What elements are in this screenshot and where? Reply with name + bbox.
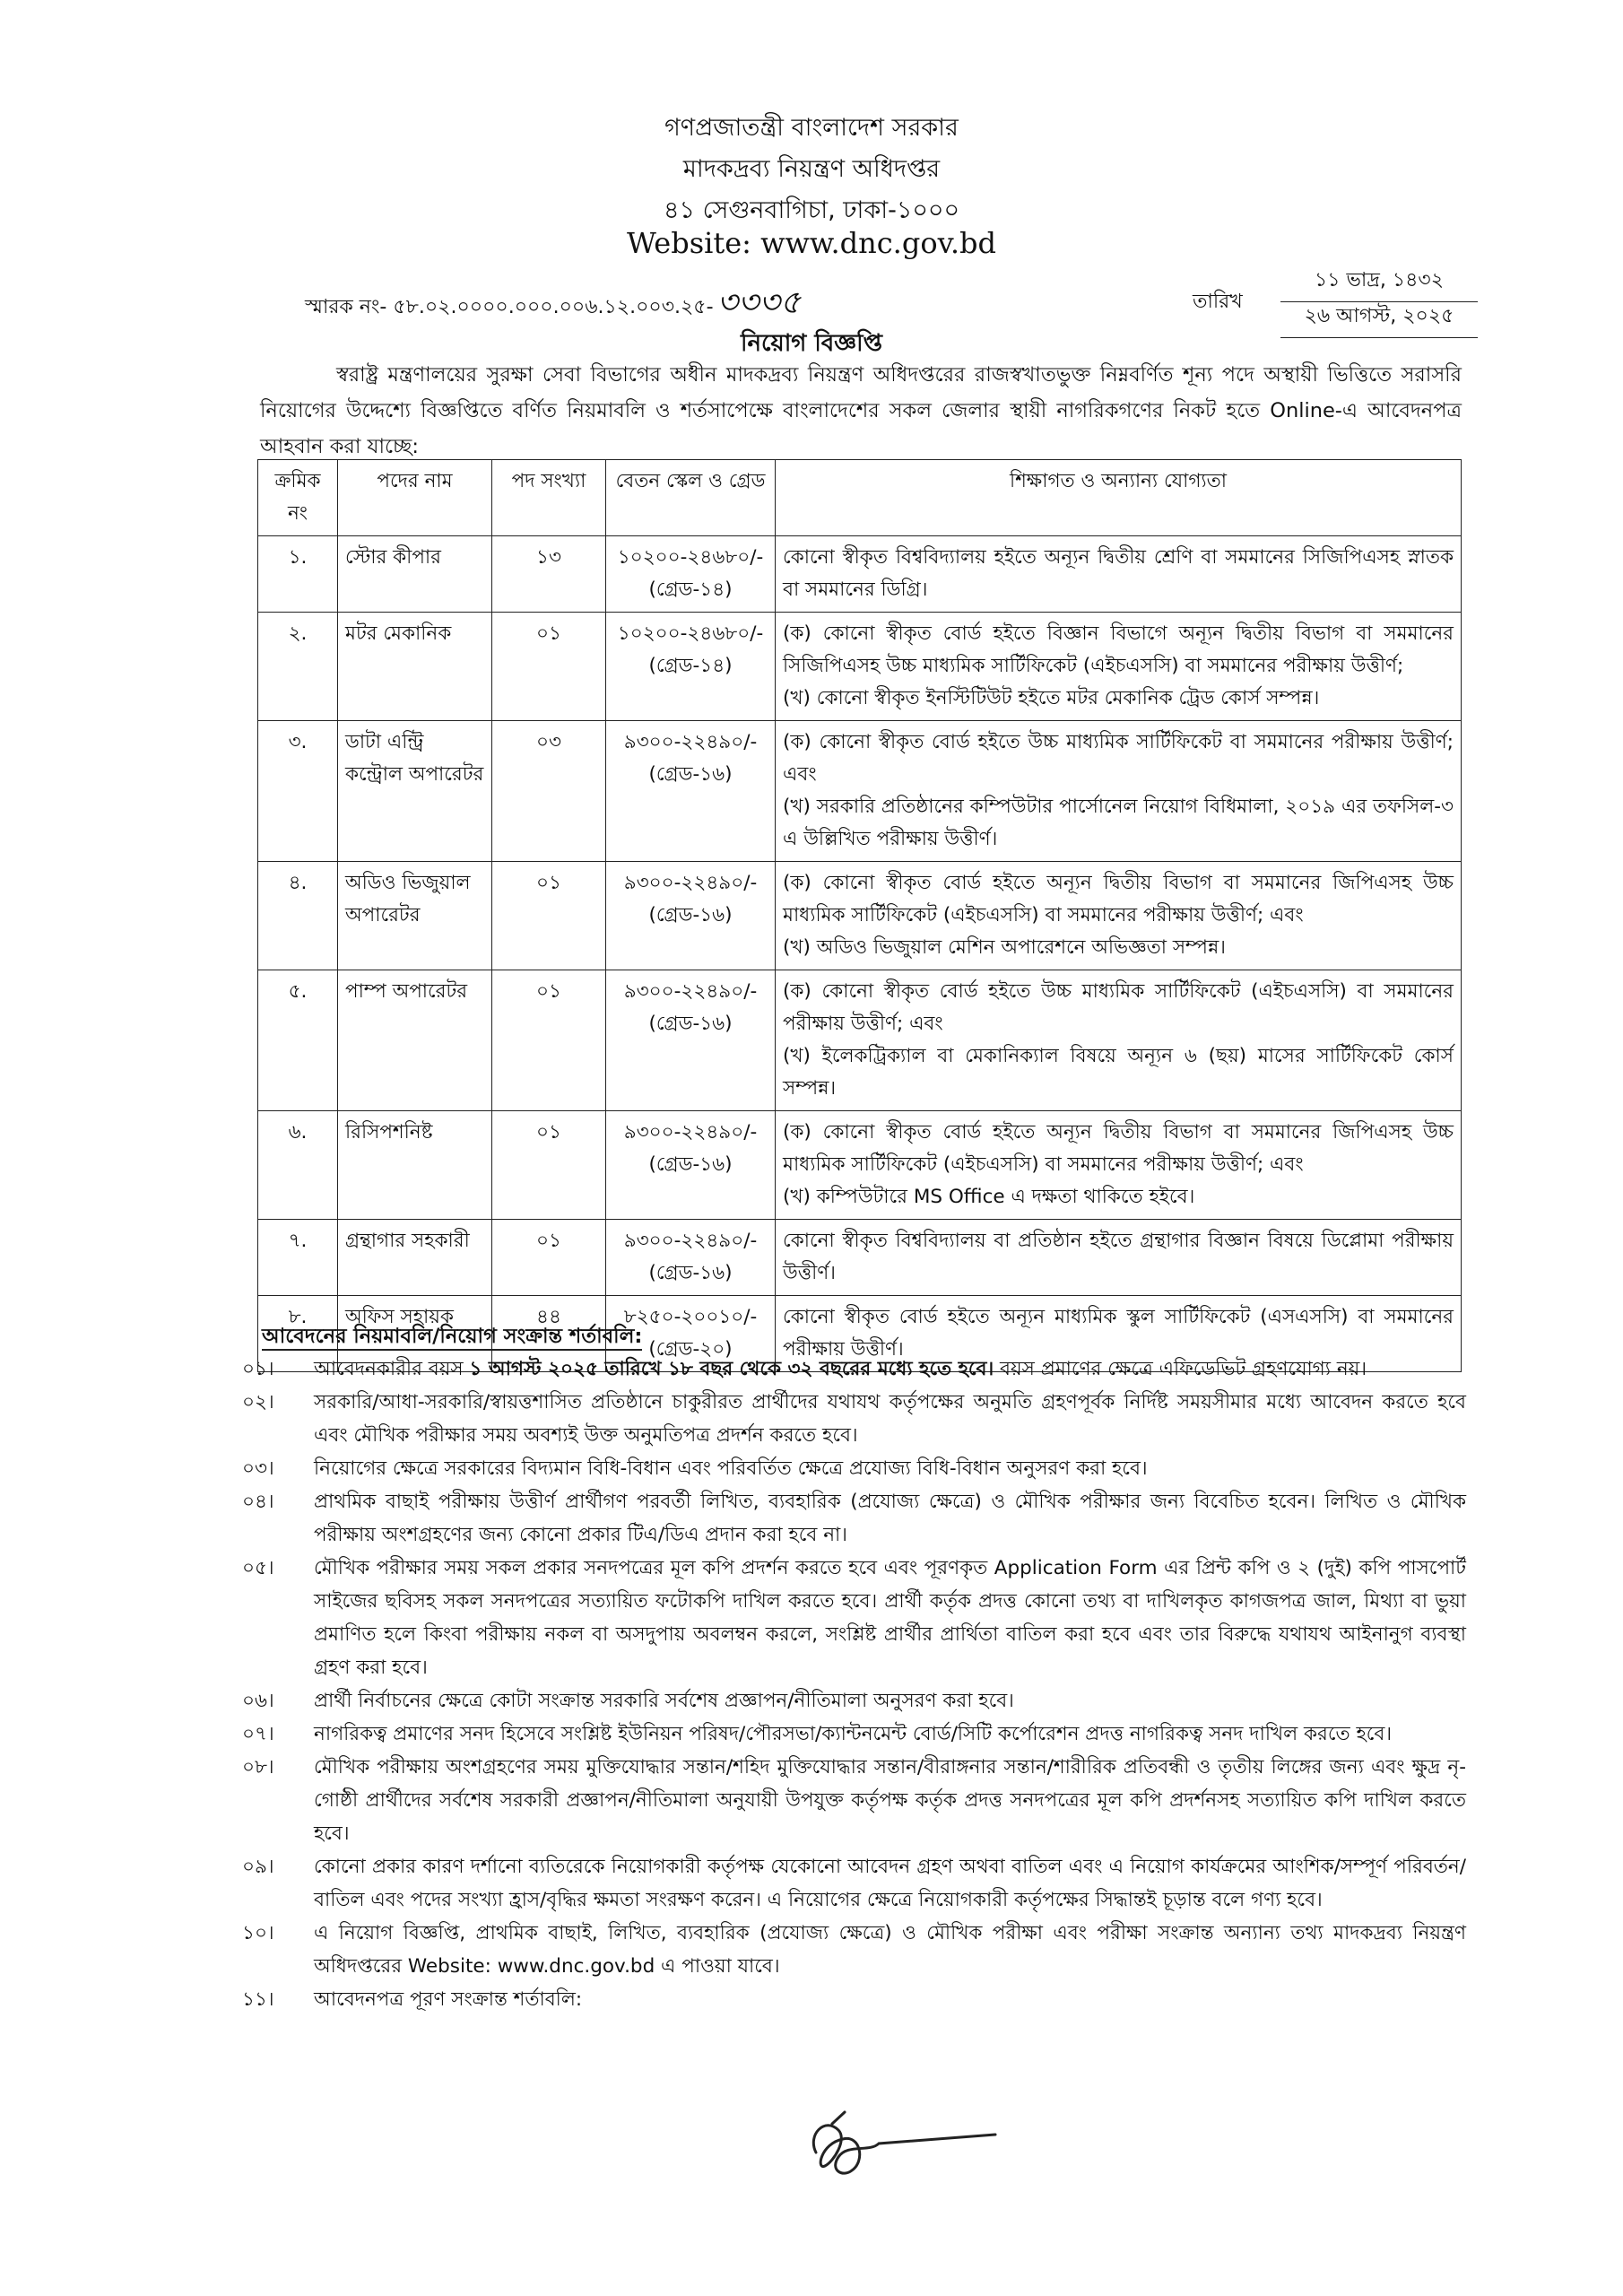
cell-serial: ৮.: [258, 1296, 338, 1372]
table-row: [258, 613, 1462, 721]
cell-post-name: গ্রন্থাগার সহকারী: [338, 1220, 492, 1296]
website: Website: www.dnc.gov.bd: [626, 226, 996, 260]
rule-text: [314, 1917, 1466, 1983]
pay-scale-value: ৮২৫০-২০০১০/-: [623, 1306, 758, 1328]
date-bengali: ১১ ভাদ্র, ১৪৩২: [1280, 265, 1478, 302]
cell-serial: ১.: [258, 536, 338, 613]
rule-text: [314, 1983, 1466, 2016]
pay-scale-value: ৯৩০০-২২৪৯০/-: [623, 1230, 758, 1252]
grade-value: (গ্রেড-১৪): [648, 578, 733, 601]
rule-number: ০৫।: [242, 1557, 274, 1579]
cell-post-name: অফিস সহায়ক: [338, 1296, 492, 1372]
rule-text: [314, 1751, 1466, 1850]
pay-scale-value: ৯৩০০-২২৪৯০/-: [623, 1121, 758, 1144]
header-post-name: পদের নাম: [338, 460, 492, 536]
rule-item: [242, 1718, 1466, 1751]
cell-post-name: স্টোর কীপার: [338, 536, 492, 613]
grade-value: (গ্রেড-১৬): [648, 904, 733, 926]
rule-item: [242, 1352, 1466, 1386]
cell-pay-scale: [606, 613, 776, 721]
qualification-line: (খ) সরকারি প্রতিষ্ঠানের কম্পিউটার পার্সোনেল নিয়োগ বিধিমালা, ২০১৯ এর তফসিল-৩ এ উল্লিখিত পরীক্ষায় উত্তীর্ণ।: [783, 796, 1454, 850]
rule-item: [242, 1850, 1466, 1917]
pay-scale-value: ৯৩০০-২২৪৯০/-: [623, 872, 758, 894]
date-label: তারিখ: [1193, 291, 1243, 313]
pay-scale-value: ৯৩০০-২২৪৯০/-: [623, 980, 758, 1003]
qualification-line: (খ) কম্পিউটারে MS Office এ দক্ষতা থাকিতে হইবে।: [783, 1186, 1195, 1208]
table-row: [258, 862, 1462, 970]
table-header-row: [258, 460, 1462, 536]
signature: [789, 2099, 1004, 2197]
cell-qualification: [776, 970, 1462, 1111]
rule-text-main: প্রাথমিক বাছাই পরীক্ষায় উত্তীর্ণ প্রার্থীগণ পরবর্তী লিখিত, ব্যবহারিক (প্রযোজ্য ক্ষেত্রে) ও মৌখিক পরীক্ষার জন্য বিবেচিত হবেন। লিখিত ও মৌখিক পরীক্ষায় অংশগ্রহণের জন্য কোনো প্রকার টিএ/ডিএ প্রদান করা হবে না।: [314, 1491, 1466, 1546]
cell-pay-scale: [606, 970, 776, 1111]
cell-qualification: [776, 862, 1462, 970]
rule-text: [314, 1485, 1466, 1552]
rule-item: [242, 1552, 1466, 1684]
cell-serial: ৭.: [258, 1220, 338, 1296]
rule-item: [242, 1917, 1466, 1983]
cell-post-count: ৪৪: [492, 1296, 606, 1372]
cell-qualification: [776, 536, 1462, 613]
rule-text-main: আবেদনপত্র পূরণ সংক্রান্ত শর্তাবলি:: [314, 1988, 583, 2011]
header-qualification: শিক্ষাগত ও অন্যান্য যোগ্যতা: [776, 460, 1462, 536]
table-row: [258, 536, 1462, 613]
rule-item: [242, 1452, 1466, 1485]
header-pay-scale: বেতন স্কেল ও গ্রেড: [606, 460, 776, 536]
rule-text: [314, 1352, 1466, 1386]
grade-value: (গ্রেড-১৬): [648, 763, 733, 786]
notice-title: নিয়োগ বিজ্ঞপ্তি: [741, 330, 882, 357]
cell-post-count: ১৩: [492, 536, 606, 613]
cell-post-count: ০১: [492, 613, 606, 721]
rule-text-main: প্রার্থী নির্বাচনের ক্ষেত্রে কোটা সংক্রান্ত সরকারি সর্বশেষ প্রজ্ঞাপন/নীতিমালা অনুসরণ করা হবে।: [314, 1690, 1014, 1712]
cell-post-count: ০১: [492, 862, 606, 970]
govt-name: গণপ্রজাতন্ত্রী বাংলাদেশ সরকার: [664, 114, 959, 142]
rule-item: [242, 1386, 1466, 1452]
address: ৪১ সেগুনবাগিচা, ঢাকা-১০০০: [663, 196, 960, 224]
date-block: [1193, 265, 1488, 332]
rule-item: [242, 1485, 1466, 1552]
date-gregorian: ২৬ আগস্ট, ২০২৫: [1280, 300, 1478, 338]
cell-post-name: পাম্প অপারেটর: [338, 970, 492, 1111]
rule-number: ০৮।: [242, 1756, 274, 1779]
table-row: [258, 721, 1462, 862]
table-row: [258, 970, 1462, 1111]
cell-serial: ২.: [258, 613, 338, 721]
cell-serial: ৫.: [258, 970, 338, 1111]
pay-scale-value: ১০২০০-২৪৬৮০/-: [617, 546, 764, 569]
qualification-line: (ক) কোনো স্বীকৃত বোর্ড হইতে অন্যূন দ্বিতীয় বিভাগ বা সমমানের জিপিএসহ উচ্চ মাধ্যমিক সার্টিফিকেট (এইচএসসি) বা সমমানের পরীক্ষায় উত্তীর্ণ; এবং: [783, 872, 1454, 926]
cell-pay-scale: [606, 1220, 776, 1296]
cell-post-name: মটর মেকানিক: [338, 613, 492, 721]
rule-text-tail: বয়স প্রমাণের ক্ষেত্রে এফিডেভিট গ্রহণযোগ্য নয়।: [994, 1358, 1367, 1380]
intro-paragraph: স্বরাষ্ট্র মন্ত্রণালয়ের সুরক্ষা সেবা বিভাগের অধীন মাদকদ্রব্য নিয়ন্ত্রণ অধিদপ্তরের রাজস্বখাতভুক্ত নিম্নবর্ণিত শূন্য পদে অস্থায়ী ভিত্তিতে সরাসরি নিয়োগের উদ্দেশ্যে বিজ্ঞপ্তিতে বর্ণিত নিয়মাবলি ও শর্তসাপেক্ষে বাংলাদেশের সকল জেলার স্থায়ী নাগরিকগণের নিকট হতে Online-এ আবেদনপত্র আহবান করা যাচ্ছে:: [260, 363, 1462, 458]
rule-text: [314, 1452, 1466, 1485]
cell-qualification: [776, 613, 1462, 721]
rule-number: ১০।: [242, 1922, 274, 1944]
cell-post-name: রিসিপশনিষ্ট: [338, 1111, 492, 1220]
header-serial: ক্রমিক নং: [258, 460, 338, 536]
rule-number: ০৬।: [242, 1690, 274, 1712]
rule-number: ০৯।: [242, 1856, 274, 1878]
memo-number: ৩৩৩৫: [716, 284, 802, 321]
cell-qualification: [776, 721, 1462, 862]
cell-serial: ৪.: [258, 862, 338, 970]
rule-text-main: কোনো প্রকার কারণ দর্শানো ব্যতিরেকে নিয়োগকারী কর্তৃপক্ষ যেকোনো আবেদন গ্রহণ অথবা বাতিল এবং এ নিয়োগ কার্যক্রমের আংশিক/সম্পূর্ণ পরিবর্তন/বাতিল এবং পদের সংখ্যা হ্রাস/বৃদ্ধির ক্ষমতা সংরক্ষণ করেন। এ নিয়োগের ক্ষেত্রে নিয়োগকারী কর্তৃপক্ষের সিদ্ধান্তই চূড়ান্ত বলে গণ্য হবে।: [314, 1856, 1466, 1911]
rule-text-main: আবেদনকারীর বয়স: [314, 1358, 470, 1380]
cell-post-count: ০১: [492, 970, 606, 1111]
cell-pay-scale: [606, 1111, 776, 1220]
qualification-line: (খ) অডিও ভিজুয়াল মেশিন অপারেশনে অভিজ্ঞতা সম্পন্ন।: [783, 936, 1226, 959]
table-row: [258, 1111, 1462, 1220]
cell-qualification: [776, 1220, 1462, 1296]
rule-text: [314, 1684, 1466, 1718]
qualification-line: কোনো স্বীকৃত বোর্ড হইতে অন্যূন মাধ্যমিক স্কুল সার্টিফিকেট (এসএসসি) বা সমমানের পরীক্ষায় উত্তীর্ণ।: [783, 1306, 1454, 1361]
rule-text: [314, 1552, 1466, 1684]
rule-text-main: এ নিয়োগ বিজ্ঞপ্তি, প্রাথমিক বাছাই, লিখিত, ব্যবহারিক (প্রযোজ্য ক্ষেত্রে) ও মৌখিক পরীক্ষা এবং পরীক্ষা সংক্রান্ত অন্যান্য তথ্য মাদকদ্রব্য নিয়ন্ত্রণ অধিদপ্তরের Website: www.dnc.gov.bd এ পাওয়া যাবে।: [314, 1922, 1466, 1978]
rule-text: [314, 1850, 1466, 1917]
cell-post-count: ০৩: [492, 721, 606, 862]
rule-text-main: সরকারি/আধা-সরকারি/স্বায়ত্তশাসিত প্রতিষ্ঠানে চাকুরীরত প্রার্থীদের যথাযথ কর্তৃপক্ষের অনুমতি গ্রহণপূর্বক নির্দিষ্ট সময়সীমার মধ্যে আবেদন করতে হবে এবং মৌখিক পরীক্ষার সময় অবশ্যই উক্ত অনুমতিপত্র প্রদর্শন করতে হবে।: [314, 1391, 1466, 1447]
qualification-line: (খ) ইলেকট্রিক্যাল বা মেকানিক্যাল বিষয়ে অন্যূন ৬ (ছয়) মাসের সার্টিফিকেট কোর্স সম্পন্ন।: [783, 1045, 1454, 1100]
vacancy-table: [257, 459, 1462, 1372]
grade-value: (গ্রেড-২০): [648, 1338, 733, 1361]
cell-serial: ৬.: [258, 1111, 338, 1220]
rule-number: ০৪।: [242, 1491, 274, 1513]
rule-text-main: মৌখিক পরীক্ষায় অংশগ্রহণের সময় মুক্তিযোদ্ধার সন্তান/শহিদ মুক্তিযোদ্ধার সন্তান/বীরাঙ্গনার সন্তান/শারীরিক প্রতিবন্ধী ও তৃতীয় লিঙ্গের জন্য এবং ক্ষুদ্র নৃ-গোষ্ঠী প্রার্থীদের সর্বশেষ সরকারী প্রজ্ঞাপন/নীতিমালা অনুযায়ী উপযুক্ত কর্তৃপক্ষ কর্তৃক প্রদত্ত সনদপত্রের মূল কপি প্রদর্শনসহ সত্যায়িত কপি দাখিল করতে হবে।: [314, 1756, 1466, 1845]
qualification-line: (ক) কোনো স্বীকৃত বোর্ড হইতে উচ্চ মাধ্যমিক সার্টিফিকেট (এইচএসসি) বা সমমানের পরীক্ষায় উত্তীর্ণ; এবং: [783, 980, 1454, 1035]
cell-qualification: [776, 1111, 1462, 1220]
pay-scale-value: ৯৩০০-২২৪৯০/-: [623, 731, 758, 753]
header-post-count: পদ সংখ্যা: [492, 460, 606, 536]
grade-value: (গ্রেড-১৬): [648, 1262, 733, 1284]
qualification-line: (ক) কোনো স্বীকৃত বোর্ড হইতে উচ্চ মাধ্যমিক সার্টিফিকেট বা সমমানের পরীক্ষায় উত্তীর্ণ; এবং: [783, 731, 1454, 786]
pay-scale-value: ১০২০০-২৪৬৮০/-: [617, 622, 764, 645]
rule-number: ০৭।: [242, 1723, 274, 1745]
department-name: মাদকদ্রব্য নিয়ন্ত্রণ অধিদপ্তর: [682, 155, 941, 183]
qualification-line: (খ) কোনো স্বীকৃত ইনস্টিটিউট হইতে মটর মেকানিক ট্রেড কোর্স সম্পন্ন।: [783, 687, 1320, 709]
rule-number: ১১।: [242, 1988, 274, 2011]
grade-value: (গ্রেড-১৬): [648, 1153, 733, 1176]
rule-text: [314, 1718, 1466, 1751]
grade-value: (গ্রেড-১৪): [648, 655, 733, 677]
qualification-line: (ক) কোনো স্বীকৃত বোর্ড হইতে বিজ্ঞান বিভাগে অন্যূন দ্বিতীয় বিভাগ বা সমমানের সিজিপিএসহ উচ্চ মাধ্যমিক সার্টিফিকেট (এইচএসসি) বা সমমানের পরীক্ষায় উত্তীর্ণ;: [783, 622, 1454, 677]
memo-line: [305, 278, 801, 332]
rules-title: আবেদনের নিয়মাবলি/নিয়োগ সংক্রান্ত শর্তাবলি:: [262, 1324, 642, 1351]
qualification-line: কোনো স্বীকৃত বিশ্ববিদ্যালয় বা প্রতিষ্ঠান হইতে গ্রন্থাগার বিজ্ঞান বিষয়ে ডিপ্লোমা পরীক্ষায় উত্তীর্ণ।: [783, 1230, 1454, 1284]
rule-number: ০৩।: [242, 1457, 274, 1480]
cell-pay-scale: [606, 721, 776, 862]
cell-pay-scale: [606, 862, 776, 970]
rule-text-main: নাগরিকত্ব প্রমাণের সনদ হিসেবে সংশ্লিষ্ট ইউনিয়ন পরিষদ/পৌরসভা/ক্যান্টনমেন্ট বোর্ড/সিটি কর্পোরেশন প্রদত্ত নাগরিকত্ব সনদ দাখিল করতে হবে।: [314, 1723, 1393, 1745]
vacancy-rows: [258, 536, 1462, 1372]
cell-post-name: অডিও ভিজুয়াল অপারেটর: [338, 862, 492, 970]
rule-text-bold: ১ আগস্ট ২০২৫ তারিখে ১৮ বছর থেকে ৩২ বছরের মধ্যে হতে হবে।: [469, 1358, 994, 1380]
rule-text-main: নিয়োগের ক্ষেত্রে সরকারের বিদ্যমান বিধি-বিধান এবং পরিবর্তিত ক্ষেত্রে প্রযোজ্য বিধি-বিধান অনুসরণ করা হবে।: [314, 1457, 1148, 1480]
qualification-line: (ক) কোনো স্বীকৃত বোর্ড হইতে অন্যূন দ্বিতীয় বিভাগ বা সমমানের জিপিএসহ উচ্চ মাধ্যমিক সার্টিফিকেট (এইচএসসি) বা সমমানের পরীক্ষায় উত্তীর্ণ; এবং: [783, 1121, 1454, 1176]
rule-item: [242, 1983, 1466, 2016]
memo-prefix: স্মারক নং- ৫৮.০২.০০০০.০০০.০০৬.১২.০০৩.২৫-: [305, 296, 714, 318]
cell-serial: ৩.: [258, 721, 338, 862]
rule-item: [242, 1684, 1466, 1718]
rule-text: [314, 1386, 1466, 1452]
table-row: [258, 1220, 1462, 1296]
cell-pay-scale: [606, 536, 776, 613]
rule-number: ০১।: [242, 1358, 274, 1380]
cell-post-name: ডাটা এন্ট্রি কন্ট্রোল অপারেটর: [338, 721, 492, 862]
cell-post-count: ০১: [492, 1220, 606, 1296]
grade-value: (গ্রেড-১৬): [648, 1013, 733, 1035]
rule-text-main: মৌখিক পরীক্ষার সময় সকল প্রকার সনদপত্রের মূল কপি প্রদর্শন করতে হবে এবং পূরণকৃত Application Form এর প্রিন্ট কপি ও ২ (দুই) কপি পাসপোর্ট সাইজের ছবিসহ সকল সনদপত্রের সত্যায়িত ফটোকপি দাখিল করতে হবে। প্রার্থী কর্তৃক প্রদত্ত কোনো তথ্য বা দাখিলকৃত কাগজপত্র জাল, মিথ্যা বা ভুয়া প্রমাণিত হলে কিংবা পরীক্ষায় নকল বা অসদুপায় অবলম্বন করলে, সংশ্লিষ্ট প্রার্থীর প্রার্থিতা বাতিল করা হবে এবং তার বিরুদ্ধে যথাযথ আইনানুগ ব্যবস্থা গ্রহণ করা হবে।: [314, 1557, 1466, 1679]
qualification-line: কোনো স্বীকৃত বিশ্ববিদ্যালয় হইতে অন্যূন দ্বিতীয় শ্রেণি বা সমমানের সিজিপিএসহ স্নাতক বা সমমানের ডিগ্রি।: [783, 546, 1454, 601]
rule-number: ০২।: [242, 1391, 274, 1413]
rules-list: [242, 1352, 1466, 2016]
cell-post-count: ০১: [492, 1111, 606, 1220]
rule-item: [242, 1751, 1466, 1850]
